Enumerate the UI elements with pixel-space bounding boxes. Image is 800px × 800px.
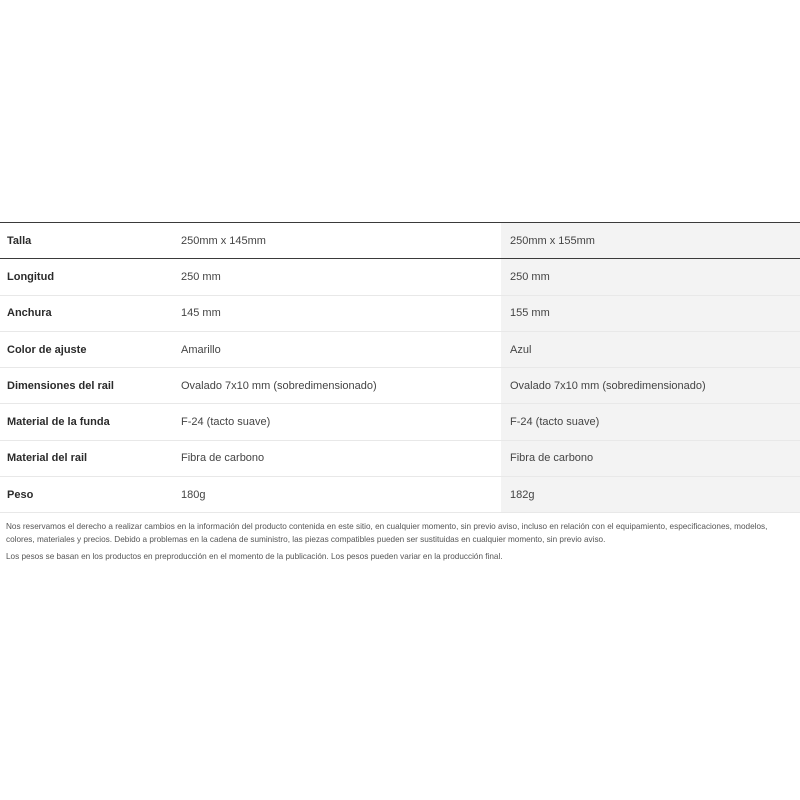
spec-row-peso xyxy=(0,477,800,513)
spec-table-container xyxy=(0,222,800,513)
spec-value-a: Amarillo xyxy=(173,331,501,367)
spec-value-b: Azul xyxy=(501,331,800,367)
spec-value-b: Fibra de carbono xyxy=(501,440,800,476)
spec-value-b: F-24 (tacto suave) xyxy=(501,404,800,440)
footnotes xyxy=(6,520,798,568)
spec-label: Dimensiones del rail xyxy=(0,368,173,404)
spec-table xyxy=(0,222,800,513)
size-option-a: 250mm x 145mm xyxy=(173,223,501,259)
spec-value-a: 180g xyxy=(173,477,501,513)
spec-label: Talla xyxy=(0,223,173,259)
spec-value-b: 250 mm xyxy=(501,259,800,295)
spec-value-a: Fibra de carbono xyxy=(173,440,501,476)
spec-label: Anchura xyxy=(0,295,173,331)
spec-label: Longitud xyxy=(0,259,173,295)
spec-value-b: 155 mm xyxy=(501,295,800,331)
spec-label: Material de la funda xyxy=(0,404,173,440)
spec-value-a: 145 mm xyxy=(173,295,501,331)
spec-row-anchura xyxy=(0,295,800,331)
spec-header-row xyxy=(0,223,800,259)
spec-row-longitud xyxy=(0,259,800,295)
spec-row-dimensiones-rail xyxy=(0,368,800,404)
spec-row-material-funda xyxy=(0,404,800,440)
spec-row-color xyxy=(0,331,800,367)
spec-value-a: 250 mm xyxy=(173,259,501,295)
size-option-b: 250mm x 155mm xyxy=(501,223,800,259)
spec-row-material-rail xyxy=(0,440,800,476)
spec-value-b: 182g xyxy=(501,477,800,513)
disclaimer-note: Nos reservamos el derecho a realizar cambios en la información del producto contenida en este sitio, en cualquier momento, sin previo aviso, incluso en relación con el equipamiento, especificaciones, modelos, colores, materiales y precios. Debido a problemas en la cadena de suministro, las piezas compatibles pueden ser sustituidas en cualquier momento, sin previo aviso. xyxy=(6,522,768,545)
spec-label: Color de ajuste xyxy=(0,331,173,367)
spec-value-a: Ovalado 7x10 mm (sobredimensionado) xyxy=(173,368,501,404)
weights-note: Los pesos se basan en los productos en preproducción en el momento de la publicación. Los pesos pueden variar en la producción final. xyxy=(6,552,503,562)
spec-label: Material del rail xyxy=(0,440,173,476)
spec-label: Peso xyxy=(0,477,173,513)
spec-value-a: F-24 (tacto suave) xyxy=(173,404,501,440)
spec-value-b: Ovalado 7x10 mm (sobredimensionado) xyxy=(501,368,800,404)
